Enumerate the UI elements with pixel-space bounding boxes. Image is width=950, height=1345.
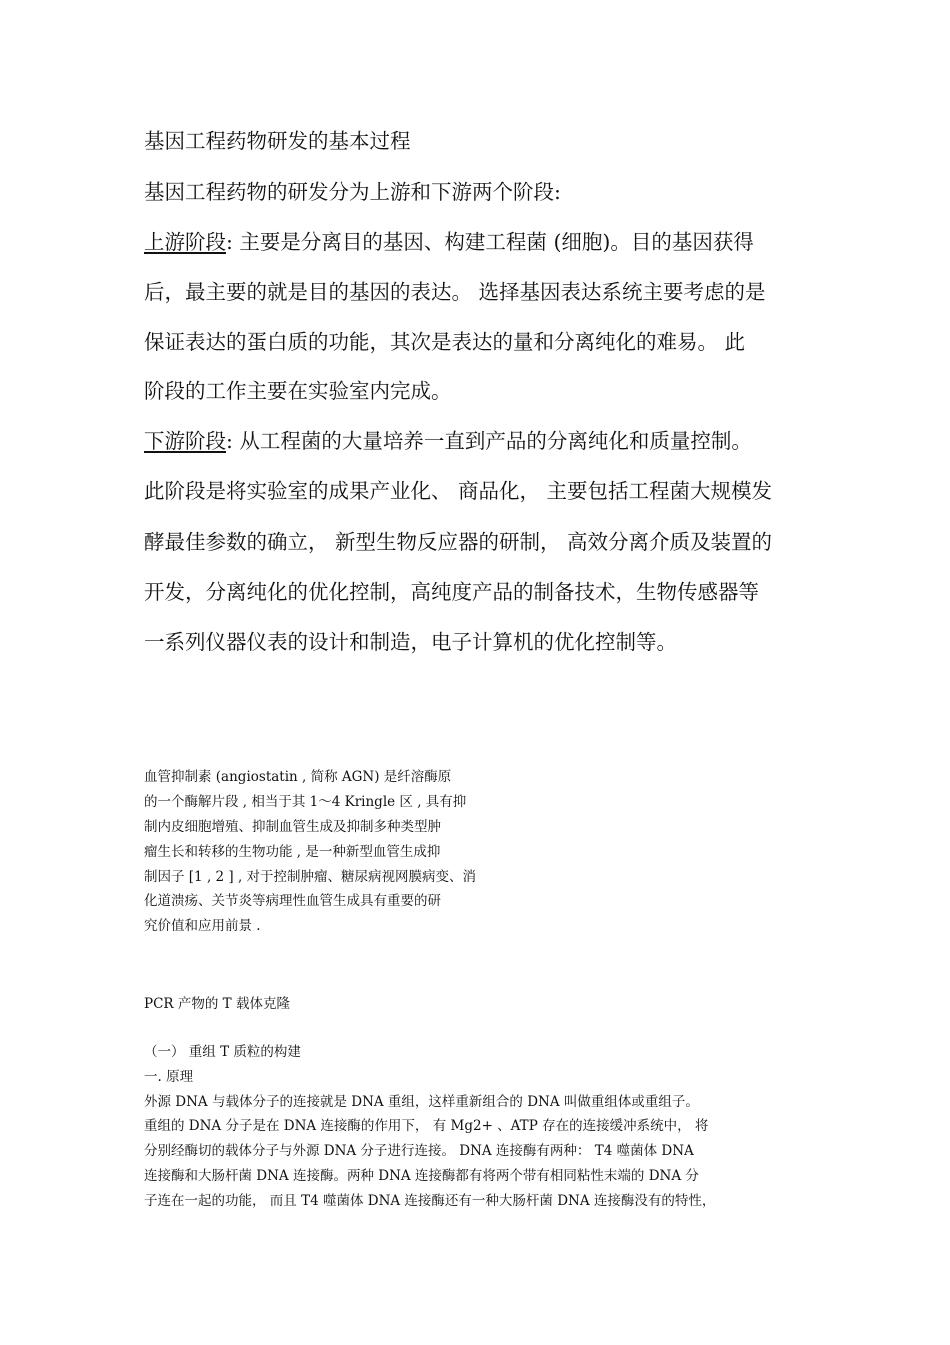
upstream-line-3: 保证表达的蛋白质的功能，其次是表达的量和分离纯化的难易。 此 bbox=[144, 330, 746, 354]
pcr-line-2: 重组的 DNA 分子是在 DNA 连接酶的作用下， 有 Mg2+ 、ATP 存在的连接缓冲系统中， 将 bbox=[144, 1118, 709, 1134]
angiostatin-line-7: 究价值和应用前景 . bbox=[144, 918, 261, 934]
pcr-title: PCR 产物的 T 载体克隆 bbox=[144, 996, 290, 1012]
angiostatin-line-1: 血管抑制素 (angiostatin , 简称 AGN) 是纤溶酶原 bbox=[144, 769, 452, 785]
upstream-line-1 bbox=[144, 230, 754, 254]
upstream-line-2: 后，最主要的就是目的基因的表达。 选择基因表达系统主要考虑的是 bbox=[144, 280, 766, 304]
pcr-line-5: 子连在一起的功能， 而且 T4 噬菌体 DNA 连接酶还有一种大肠杆菌 DNA 连接酶没有的特性， bbox=[144, 1193, 716, 1209]
upstream-label: 上游阶段 bbox=[144, 230, 226, 254]
angiostatin-line-5: 制因子 [1 , 2 ] , 对于控制肿瘤、糖尿病视网膜病变、消 bbox=[144, 869, 477, 885]
upstream-text-1: : 主要是分离目的基因、构建工程菌 (细胞)。目的基因获得 bbox=[226, 230, 754, 254]
downstream-line-3: 酵最佳参数的确立， 新型生物反应器的研制， 高效分离介质及装置的 bbox=[144, 530, 773, 554]
angiostatin-line-4: 瘤生长和转移的生物功能 , 是一种新型血管生成抑 bbox=[144, 844, 441, 860]
section-title: 基因工程药物研发的基本过程 bbox=[144, 129, 411, 153]
downstream-line-4: 开发，分离纯化的优化控制，高纯度产品的制备技术，生物传感器等 bbox=[144, 580, 759, 604]
pcr-item-principle: 一. 原理 bbox=[144, 1069, 194, 1085]
downstream-line-5: 一系列仪器仪表的设计和制造，电子计算机的优化控制等。 bbox=[144, 630, 677, 654]
angiostatin-line-6: 化道溃疡、关节炎等病理性血管生成具有重要的研 bbox=[144, 893, 441, 909]
pcr-line-3: 分别经酶切的载体分子与外源 DNA 分子进行连接。 DNA 连接酶有两种： T4 噬菌体 DNA bbox=[144, 1143, 694, 1159]
downstream-line-2: 此阶段是将实验室的成果产业化、 商品化， 主要包括工程菌大规模发 bbox=[144, 479, 773, 503]
angiostatin-line-3: 制内皮细胞增殖、抑制血管生成及抑制多种类型肿 bbox=[144, 819, 441, 835]
pcr-line-1: 外源 DNA 与载体分子的连接就是 DNA 重组，这样重新组合的 DNA 叫做重组体或重组子。 bbox=[144, 1094, 699, 1110]
downstream-text-1: : 从工程菌的大量培养一直到产品的分离纯化和质量控制。 bbox=[226, 429, 752, 453]
section-intro: 基因工程药物的研发分为上游和下游两个阶段: bbox=[144, 180, 561, 204]
pcr-subtitle: （一） 重组 T 质粒的构建 bbox=[144, 1044, 301, 1060]
upstream-line-4: 阶段的工作主要在实验室内完成。 bbox=[144, 379, 452, 403]
downstream-label: 下游阶段 bbox=[144, 429, 226, 453]
pcr-line-4: 连接酶和大肠杆菌 DNA 连接酶。两种 DNA 连接酶都有将两个带有相同粘性末端的 DNA 分 bbox=[144, 1168, 699, 1184]
downstream-line-1 bbox=[144, 429, 752, 453]
angiostatin-line-2: 的一个酶解片段 , 相当于其 1～4 Kringle 区 , 具有抑 bbox=[144, 794, 467, 810]
